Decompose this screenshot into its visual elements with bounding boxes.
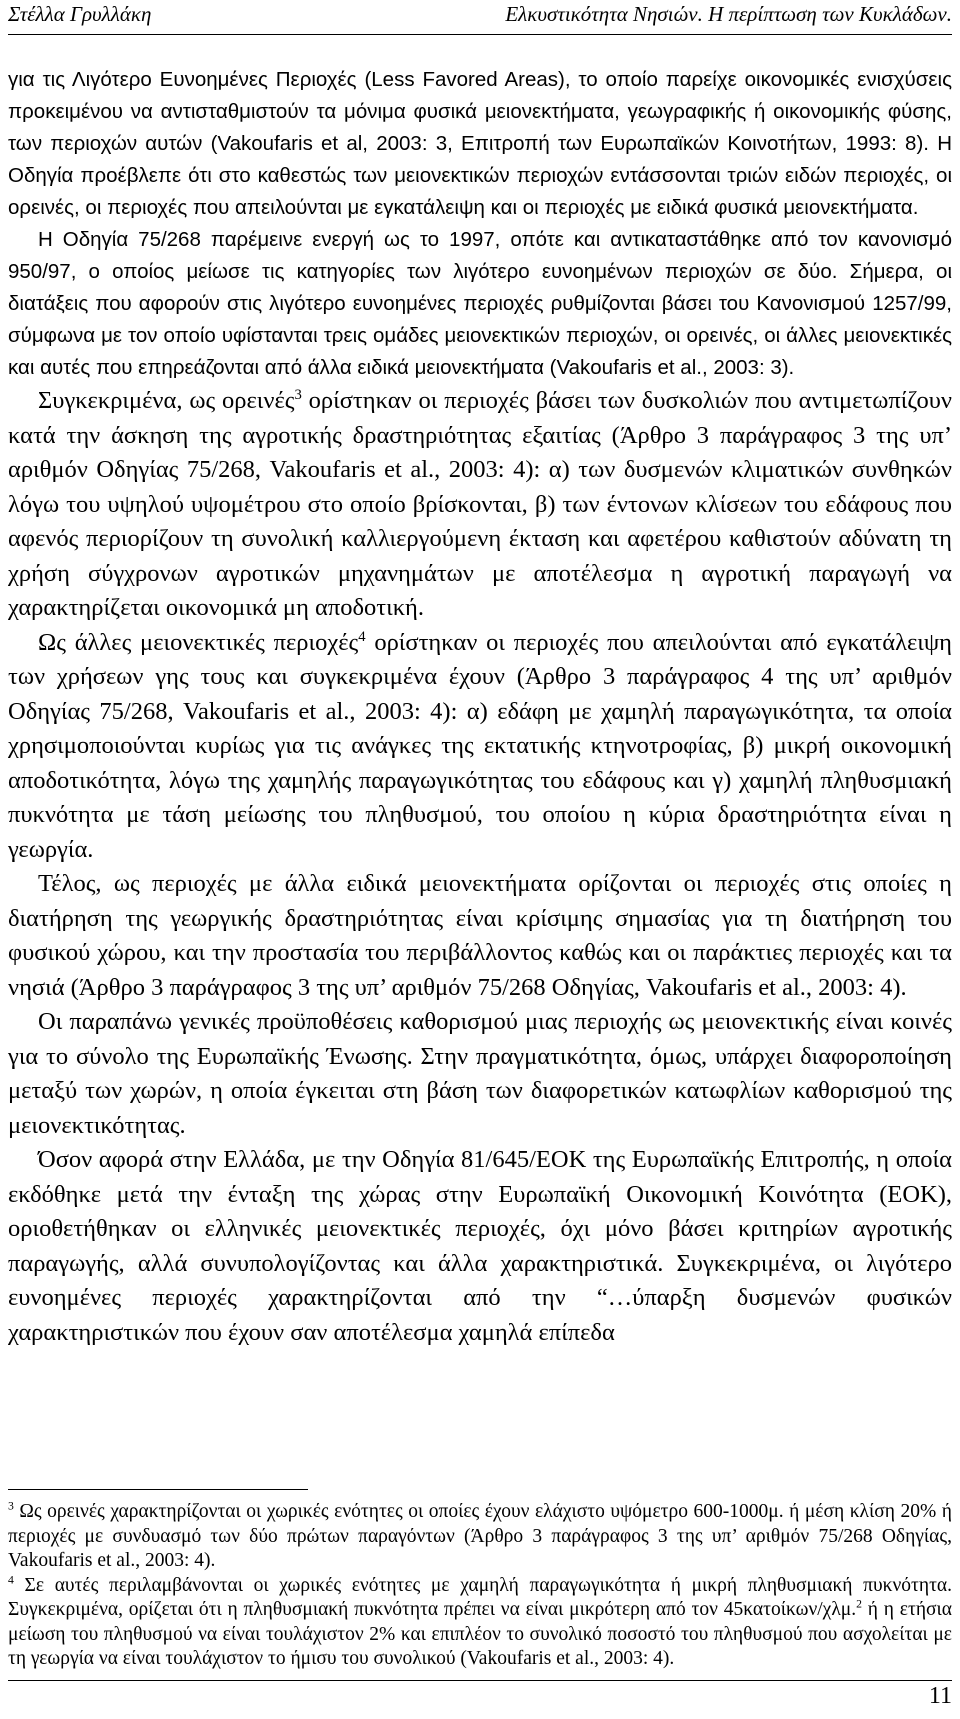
footnote-4-number: 4	[8, 1573, 14, 1586]
running-header	[8, 0, 952, 35]
paragraph-4	[8, 626, 952, 868]
footnote-4-text-b: ή η ετήσια μείωση του πληθυσμού να είναι τουλάχιστον 2% και επιπλέον το συνολικό ποσοστό του πληθυσμού που ασχολείται με τη γεωργία να είναι τουλάχιστον το ήμισυ του συνολικού (Vakoufaris et al., 2003: 4).	[8, 1599, 953, 1669]
footnote-4-superscript: 2	[856, 1597, 862, 1611]
footnote-ref-4[interactable]: 4	[358, 628, 366, 645]
paragraph-4-text-a: Ως άλλες μειονεκτικές περιοχές	[38, 628, 359, 656]
paragraph-4-text-b: ορίστηκαν οι περιοχές που απειλούνται από εγκατάλειψη των χρήσεων γης τους και συγκεκριμένα έχουν (Άρθρο 3 παράγραφος 4 της υπ’ αριθμόν Οδηγίας 75/268, Vakoufaris et al., 2003: 4): α) εδάφη με χαμηλή παραγωγικότητα, τα οποία χρησιμοποιούνται κυρίως για τις ανάγκες της εκτατικής κτηνοτροφίας, β) μικρή οικονομική αποδοτικότητα, λόγω της χαμηλής παραγωγικότητας του εδάφους και γ) χαμηλή πληθυσμιακή πυκνότητα με τάση μείωσης του πληθυσμού, του οποίου η κύρια δραστηριότητα είναι η γεωργία.	[8, 628, 952, 863]
main-text	[8, 64, 952, 1350]
paragraph-5: Τέλος, ως περιοχές με άλλα ειδικά μειονεκτήματα ορίζονται οι περιοχές στις οποίες η διατήρηση της γεωργικής δραστηριότητας είναι κρίσιμης σημασίας για τη διατήρηση του φυσικού χώρου, και την προστασία του περιβάλλοντος καθώς και οι παράκτιες περιοχές και τα νησιά (Άρθρο 3 παράγραφος 3 της υπ’ αριθμόν 75/268 Οδηγίας, Vakoufaris et al., 2003: 4).	[8, 870, 952, 1001]
footnote-divider	[8, 1489, 308, 1490]
footnote-3-text: Ως ορεινές χαρακτηρίζονται οι χωρικές ενότητες οι οποίες έχουν ελάχιστο υψόμετρο 600-1000μ. ή μέση κλίση 20% ή περιοχές με συνδυασμό των δύο πρώτων παραγόντων (Άρθρο 3 παράγραφος 3 της υπ’ αριθμόν 75/268 Οδηγίας, Vakoufaris et al., 2003: 4).	[8, 1501, 952, 1571]
footnote-ref-3[interactable]: 3	[294, 386, 302, 403]
footnote-3	[8, 1500, 952, 1574]
footnote-3-number: 3	[8, 1499, 14, 1513]
paragraph-3	[8, 384, 952, 626]
footnote-4	[8, 1574, 952, 1672]
footnotes	[8, 1500, 952, 1672]
header-author: Στέλλα Γρυλλάκη	[8, 2, 152, 26]
page-number: 11	[928, 1683, 952, 1709]
paragraph-3-text-a: Συγκεκριμένα, ως ορεινές	[38, 387, 295, 414]
paragraph-3-text-b: ορίστηκαν οι περιοχές βάσει των δυσκολιών που αντιμετωπίζουν κατά την άσκηση της αγροτικής δραστηριότητας εξαιτίας (Άρθρο 3 παράγραφος 3 της υπ’ αριθμόν Οδηγίας 75/268, Vakoufaris et al., 2003: 4): α) των δυσμενών κλιματικών συνθηκών λόγω του υψηλού υψομέτρου στο οποίο βρίσκονται, β) των έντονων κλίσεων του εδάφους που αφενός περιορίζουν τη συνολική καλλιεργούμενη έκταση και αφετέρου καθιστούν αδύνατη τη χρήση σύγχρονων αγροτικών μηχανημάτων με αποτέλεσμα η αγροτική παραγωγή να χαρακτηρίζεται οικονομικά μη αποδοτική.	[8, 387, 952, 621]
header-title: Ελκυστικότητα Νησιών. Η περίπτωση των Κυκλάδων.	[505, 2, 952, 26]
paragraph-6: Οι παραπάνω γενικές προϋποθέσεις καθορισμού μιας περιοχής ως μειονεκτικής είναι κοινές για το σύνολο της Ευρωπαϊκής Ένωσης. Στην πραγματικότητα, όμως, υπάρχει διαφοροποίηση μεταξύ των χωρών, η οποία έγκειται στη βάση των διαφορετικών κατωφλίων καθορισμού της μειονεκτικότητας.	[8, 1008, 952, 1139]
footer-divider	[8, 1680, 952, 1681]
paragraph-2: Η Οδηγία 75/268 παρέμεινε ενεργή ως το 1997, οπότε και αντικαταστάθηκε από τον κανονισμό 950/97, ο οποίος μείωσε τις κατηγορίες των λιγότερο ευνοημένων περιοχών σε δύο. Σήμερα, οι διατάξεις που αφορούν στις λιγότερο ευνοημένες περιοχές ρυθμίζονται βάσει του Κανονισμού 1257/99, σύμφωνα με τον οποίο υφίστανται τρεις ομάδες μειονεκτικών περιοχών, οι ορεινές, οι άλλες μειονεκτικές και αυτές που επηρεάζονται από άλλα ειδικά μειονεκτήματα (Vakoufaris et al., 2003: 3).	[8, 228, 952, 379]
footnote-4-text-a: Σε αυτές περιλαμβάνονται οι χωρικές ενότητες με χαμηλή παραγωγικότητα ή μικρή πληθυσμιακή πυκνότητα. Συγκεκριμένα, ορίζεται ότι η πληθυσμιακή πυκνότητα πρέπει να είναι μικρότερη από τον 45κατοίκων/χλμ.	[8, 1574, 952, 1620]
paragraph-7: Όσον αφορά στην Ελλάδα, με την Οδηγία 81/645/ΕΟΚ της Ευρωπαϊκής Επιτροπής, η οποία εκδόθηκε μετά την ένταξη της χώρας στην Ευρωπαϊκή Οικονομική Κοινότητα (ΕΟΚ), οριοθετήθηκαν οι ελληνικές μειονεκτικές περιοχές, όχι μόνο βάσει κριτηρίων αγροτικής παραγωγής, αλλά συνυπολογίζοντας και άλλα χαρακτηριστικά. Συγκεκριμένα, οι λιγότερο ευνοημένες περιοχές χαρακτηρίζονται από την “…ύπαρξη δυσμενών φυσικών χαρακτηριστικών που έχουν σαν αποτέλεσμα χαμηλά επίπεδα	[8, 1146, 952, 1346]
paragraph-1: για τις Λιγότερο Ευνοημένες Περιοχές (Less Favored Areas), το οποίο παρείχε οικονομικές ενισχύσεις προκειμένου να αντισταθμιστούν τα μόνιμα φυσικά μειονεκτήματα, γεωγραφικής ή οικονομικής φύσης, των περιοχών αυτών (Vakoufaris et al, 2003: 3, Επιτροπή των Ευρωπαϊκών Κοινοτήτων, 1993: 8). Η Οδηγία προέβλεπε ότι στο καθεστώς των μειονεκτικών περιοχών εντάσσονται τριών ειδών περιοχές, οι ορεινές, οι περιοχές που απειλούνται με εγκατάλειψη και οι περιοχές με ειδικά φυσικά μειονεκτήματα.	[8, 68, 952, 219]
